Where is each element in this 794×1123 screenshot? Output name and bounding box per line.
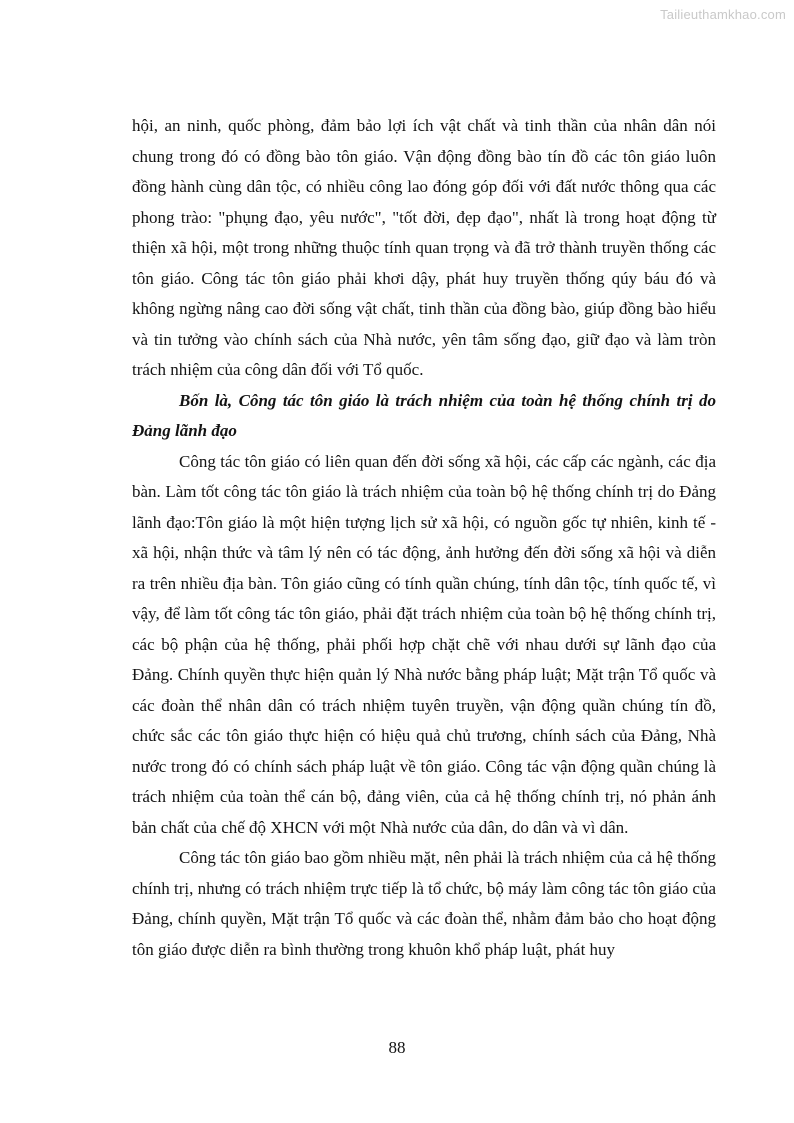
document-body [132, 111, 716, 965]
section-heading: Bốn là, Công tác tôn giáo là trách nhiệm của toàn hệ thống chính trị do Đảng lãnh đạo [132, 390, 716, 440]
watermark: Tailieuthamkhao.com [660, 7, 786, 22]
paragraph: Công tác tôn giáo có liên quan đến đời sống xã hội, các cấp các ngành, các địa bàn. Làm tốt công tác tôn giáo là trách nhiệm của toàn bộ hệ thống chính trị do Đảng lãnh đạo:Tôn giáo là một hiện tượng lịch sử xã hội, có nguồn gốc tự nhiên, kinh tế - xã hội, nhận thức và tâm lý nên có tác động, ảnh hưởng đến đời sống xã hội và diễn ra trên nhiều địa bàn. Tôn giáo cũng có tính quần chúng, tính dân tộc, tính quốc tế, vì vậy, để làm tốt công tác tôn giáo, phải đặt trách nhiệm của toàn bộ hệ thống chính trị, các bộ phận của hệ thống, phải phối hợp chặt chẽ với nhau dưới sự lãnh đạo của Đảng. Chính quyền thực hiện quản lý Nhà nước bằng pháp luật; Mặt trận Tổ quốc và các đoàn thể nhân dân có trách nhiệm tuyên truyền, vận động quần chúng tín đồ, chức sắc các tôn giáo thực hiện có hiệu quả chủ trương, chính sách của Đảng, Nhà nước trong đó có chính sách pháp luật về tôn giáo. Công tác vận động quần chúng là trách nhiệm của toàn thể cán bộ, đảng viên, của cả hệ thống chính trị, nó phản ánh bản chất của chế độ XHCN với một Nhà nước của dân, do dân và vì dân. [132, 451, 716, 837]
page-number: 88 [388, 1038, 406, 1057]
paragraph-continuation: hội, an ninh, quốc phòng, đảm bảo lợi ích vật chất và tinh thần của nhân dân nói chung trong đó có đồng bào tôn giáo. Vận động đồng bào tín đồ các tôn giáo luôn đồng hành cùng dân tộc, có nhiều công lao đóng góp đối với đất nước thông qua các phong trào: "phụng đạo, yêu nước", "tốt đời, đẹp đạo", nhất là trong hoạt động từ thiện xã hội, một trong những thuộc tính quan trọng và đã trở thành truyền thống các tôn giáo. Công tác tôn giáo phải khơi dậy, phát huy truyền thống qúy báu đó và không ngừng nâng cao đời sống vật chất, tinh thần của đồng bào, giúp đồng bào hiểu và tin tưởng vào chính sách của Nhà nước, yên tâm sống đạo, giữ đạo và làm tròn trách nhiệm của công dân đối với Tổ quốc. [132, 116, 716, 379]
paragraph: Công tác tôn giáo bao gồm nhiều mặt, nên phải là trách nhiệm của cả hệ thống chính trị, nhưng có trách nhiệm trực tiếp là tổ chức, bộ máy làm công tác tôn giáo của Đảng, chính quyền, Mặt trận Tổ quốc và các đoàn thể, nhằm đảm bảo cho hoạt động tôn giáo được diễn ra bình thường trong khuôn khổ pháp luật, phát huy [132, 848, 716, 959]
